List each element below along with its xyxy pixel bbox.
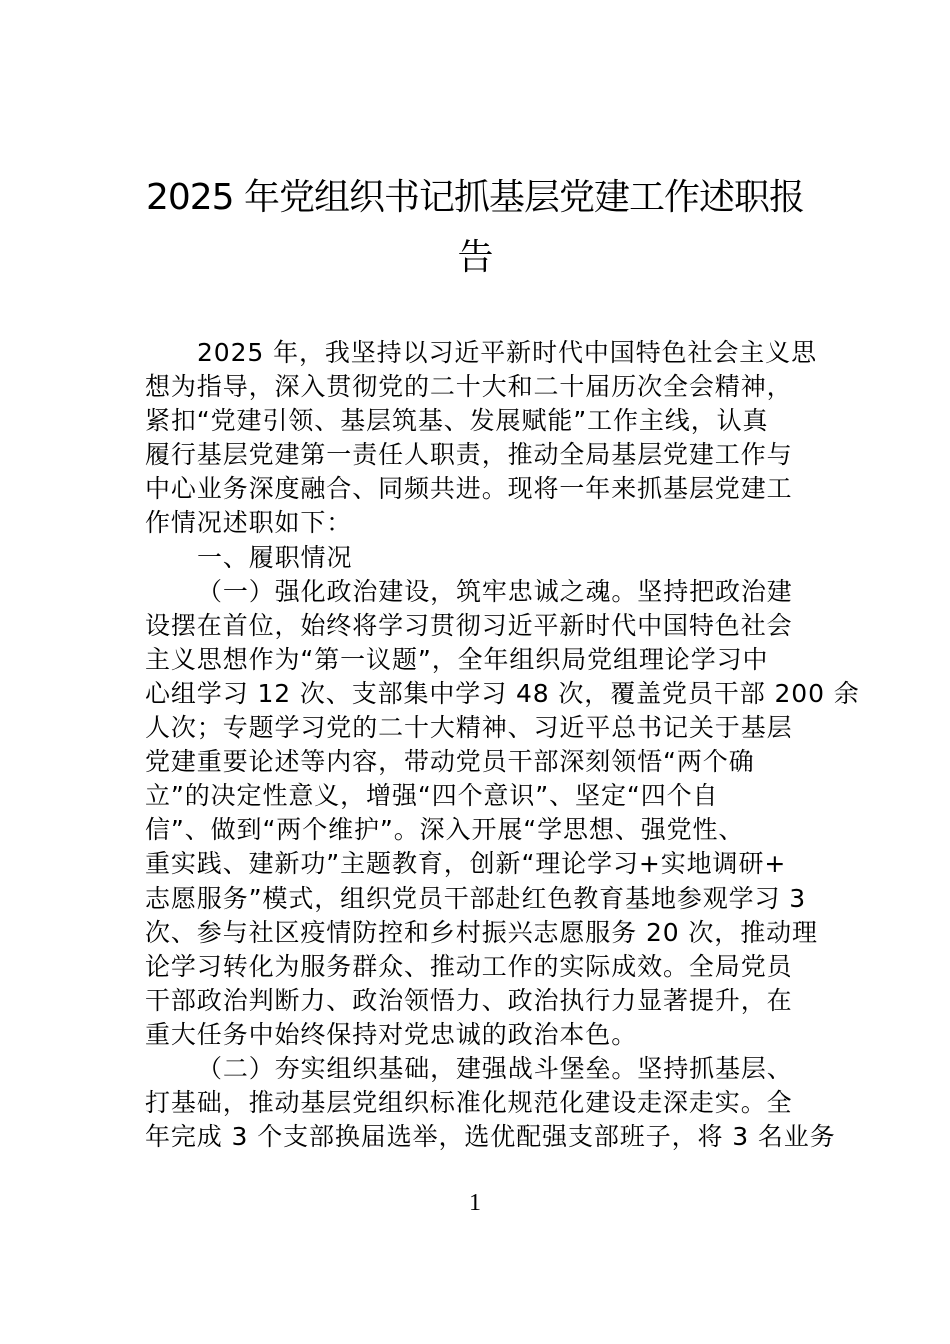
body-line: 作情况述职如下：	[145, 508, 353, 538]
subsection-heading-1: （一）强化政治建设，筑牢忠诚之魂。坚持把政治建	[197, 576, 793, 606]
body-line: 心组学习 12 次、支部集中学习 48 次，覆盖党员干部 200 余	[145, 678, 860, 708]
body-line: 干部政治判断力、政治领悟力、政治执行力显著提升，在	[145, 985, 793, 1015]
body-line: 紧扣“党建引领、基层筑基、发展赋能”工作主线，认真	[145, 406, 769, 436]
body-line: 信”、做到“两个维护”。深入开展“学思想、强党性、	[145, 815, 745, 845]
document-title	[145, 168, 805, 288]
body-line: 立”的决定性意义，增强“四个意识”、坚定“四个自	[145, 781, 719, 811]
body-line: 设摆在首位，始终将学习贯彻习近平新时代中国特色社会	[145, 610, 793, 640]
body-line: 论学习转化为服务群众、推动工作的实际成效。全局党员	[145, 951, 793, 981]
section-heading-1: 一、履职情况	[197, 542, 353, 572]
body-line: 打基础，推动基层党组织标准化规范化建设走深走实。全	[145, 1088, 793, 1118]
title-line-1: 2025 年党组织书记抓基层党建工作述职报	[145, 177, 805, 218]
body-line: 想为指导，深入贯彻党的二十大和二十届历次全会精神，	[145, 372, 793, 402]
body-line: 重大任务中始终保持对党忠诚的政治本色。	[145, 1019, 638, 1049]
body-line: 中心业务深度融合、同频共进。现将一年来抓基层党建工	[145, 474, 793, 504]
document-body	[145, 336, 860, 1154]
body-line: 人次；专题学习党的二十大精神、习近平总书记关于基层	[145, 713, 793, 743]
page-number: 1	[469, 1190, 481, 1216]
body-line: 党建重要论述等内容，带动党员干部深刻领悟“两个确	[145, 747, 755, 777]
body-line: 主义思想作为“第一议题”，全年组织局党组理论学习中	[145, 644, 769, 674]
body-line: 次、参与社区疫情防控和乡村振兴志愿服务 20 次，推动理	[145, 917, 818, 947]
body-line: 2025 年，我坚持以习近平新时代中国特色社会主义思	[197, 338, 817, 367]
body-line: 履行基层党建第一责任人职责，推动全局基层党建工作与	[145, 440, 793, 470]
body-line: 重实践、建新功”主题教育，创新“理论学习+实地调研+	[145, 849, 787, 879]
title-line-2: 告	[457, 237, 493, 278]
subsection-heading-2: （二）夯实组织基础，建强战斗堡垒。坚持抓基层、	[197, 1053, 793, 1083]
body-line: 志愿服务”模式，组织党员干部赴红色教育基地参观学习 3	[145, 883, 807, 913]
body-line: 年完成 3 个支部换届选举，选优配强支部班子，将 3 名业务	[145, 1122, 836, 1152]
